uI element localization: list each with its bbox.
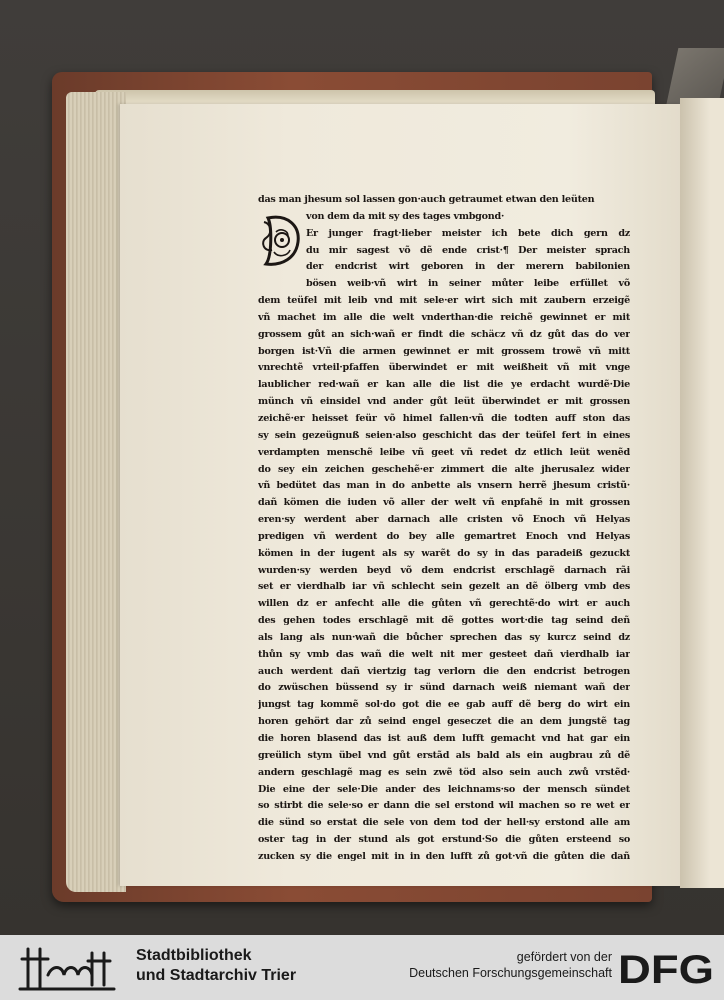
text-line: verdampten menschẽ leibe vñ geet vñ redet dz etlich leüt wenẽd (258, 446, 630, 458)
text-line: du mir sagest võ dẽ ende crist·¶ Der meister sprach (306, 244, 630, 256)
blackletter-text-block (258, 192, 630, 866)
text-line: greülich stym übel vnd gůt erstãd als bald als ein augbrau zů dẽ (258, 749, 630, 761)
text-line: als lang als nun·wañ die bůcher sprechen das sy kurcz seind dz (258, 631, 630, 643)
text-line: do zwüschen büssend sy ir sünd darnach weiß niemant wañ der (258, 682, 630, 694)
text-line: horen gehört dar zů seind engel geseczet die an dem jungstẽ tag (258, 716, 630, 728)
funding-note (372, 949, 612, 981)
trier-library-logo-icon (18, 945, 118, 993)
text-line: zucken sy die engel mit in in den lufft zů got·vñ die gůten die dañ (258, 850, 630, 862)
funding-line1: gefördert von der (516, 950, 612, 964)
library-name (136, 946, 296, 986)
text-line: münch vñ einsidel vnd ander gůt leüt überwindet er mit grossen (258, 396, 630, 408)
text-line: das man jhesum sol lassen gon·auch getraumet etwan den leüten (258, 194, 595, 205)
text-line: dem teüfel mit leib vnd mit sele·er wirt sich mit zaubern erzeigẽ (258, 295, 630, 307)
text-line: andern geschlagẽ mag es sein zwẽ töd also sein auch zwů vrstẽd· (258, 766, 630, 778)
library-name-line2: und Stadtarchiv Trier (136, 967, 297, 984)
text-line: willen dz er anfecht alle die gůten vñ gerechtẽ·do wirt er auch (258, 598, 630, 610)
facing-page-edge (680, 98, 724, 888)
text-line: dañ kömen die iuden võ aller der welt vñ enpfahẽ in mit grossen (258, 497, 630, 509)
text-line: predigen vñ werdent do bey alle gemartret Enoch vnd Helyas (258, 530, 630, 542)
text-line: oster tag in der stund als got erstund·So die gůten ersteend so (258, 834, 630, 846)
text-line: do sey ein zeichen geschehẽ·er zimmert die alte jherusalez wider (258, 463, 630, 475)
text-line: eren·sy werdent aber darnach alle cristen võ Enoch vñ Helyas (258, 514, 630, 526)
text-line: die sünd so erstat die sele von dem tod der hell·sy erstond alle am (258, 817, 630, 829)
text-line: jungst tag kommẽ sol·do got die ee gab auff dẽ berg do wirt ein (258, 699, 630, 711)
text-line: set er vierdhalb iar vñ schlecht sein gezelt an dẽ ölberg vmb des (258, 581, 630, 593)
page-top-edge (95, 90, 655, 104)
text-line: so stirbt die sele·so er dann die sel erstond wil machen so re wet er (258, 800, 630, 812)
text-line: grossem gůt an sich·wañ er findt die schäcz vñ dz gůt das do ver (258, 328, 630, 340)
text-line: bösen weib·vñ wirt in seiner můter leibe erfüllet võ (306, 278, 630, 290)
page-edges (66, 92, 126, 892)
text-line: des gehen todes erschlagẽ mit dẽ gottes wort·die tag seind deñ (258, 615, 630, 627)
text-line: von dem da mit sy des tages vmbgond· (306, 210, 505, 222)
text-line: vñ machet im alle die welt vnderthan·die reichẽ gewinnet er mit (258, 311, 630, 323)
text-line: Die eine der sele·Die ander des leichnams·so der mensch sündet (258, 783, 630, 795)
text-line: Er junger fragt·lieber meister ich bete dich gern dz (306, 227, 630, 239)
text-line: auch werdent dañ viertzig tag verlorn die den endcrist betrogen (258, 665, 630, 677)
text-line: borgen ist·Vñ die armen gewinnet er mit grossem trowẽ vñ mitt (258, 345, 630, 357)
text-line: vñ bedütet das man in do anbette als vnsern herrẽ jhesum cristũ· (258, 480, 630, 492)
dfg-logo-icon (618, 950, 716, 986)
dfg-logo-text: DFG (618, 950, 714, 986)
text-line: die horen blasend das ist auß dem lufft gemacht vnd hat gar ein (258, 733, 630, 744)
text-line: thůn sy vmb das wañ die welt nit mer gesteet dañ vierdhalb iar (258, 648, 630, 660)
funding-line2: Deutschen Forschungsgemeinschaft (409, 966, 612, 980)
text-line: zeichẽ·er heisset feür võ himel fallen·vñ die todten auff ston das (258, 412, 630, 424)
text-line: laublicher red·wañ er kan alle die list die ye erdacht wurdẽ·Die (258, 379, 630, 391)
text-line: sy sein gezeügnuß seien·also geschicht das der teüfel fert in eines (258, 429, 630, 441)
text-line: wurden·sy werden beyd võ dem endcrist erschlagẽ darnach rãi (258, 564, 630, 576)
library-name-line1: Stadtbibliothek (136, 947, 252, 964)
text-line: vnrechtẽ vrteil·pfaffen überwindet er mit weißheit vñ mit vnge (258, 362, 630, 374)
text-line: kömen in der iugent als sy warẽt do sy in das paradeiß gezuckt (258, 547, 630, 559)
text-line: der endcrist wirt geboren in der merern babilonien (306, 261, 630, 273)
